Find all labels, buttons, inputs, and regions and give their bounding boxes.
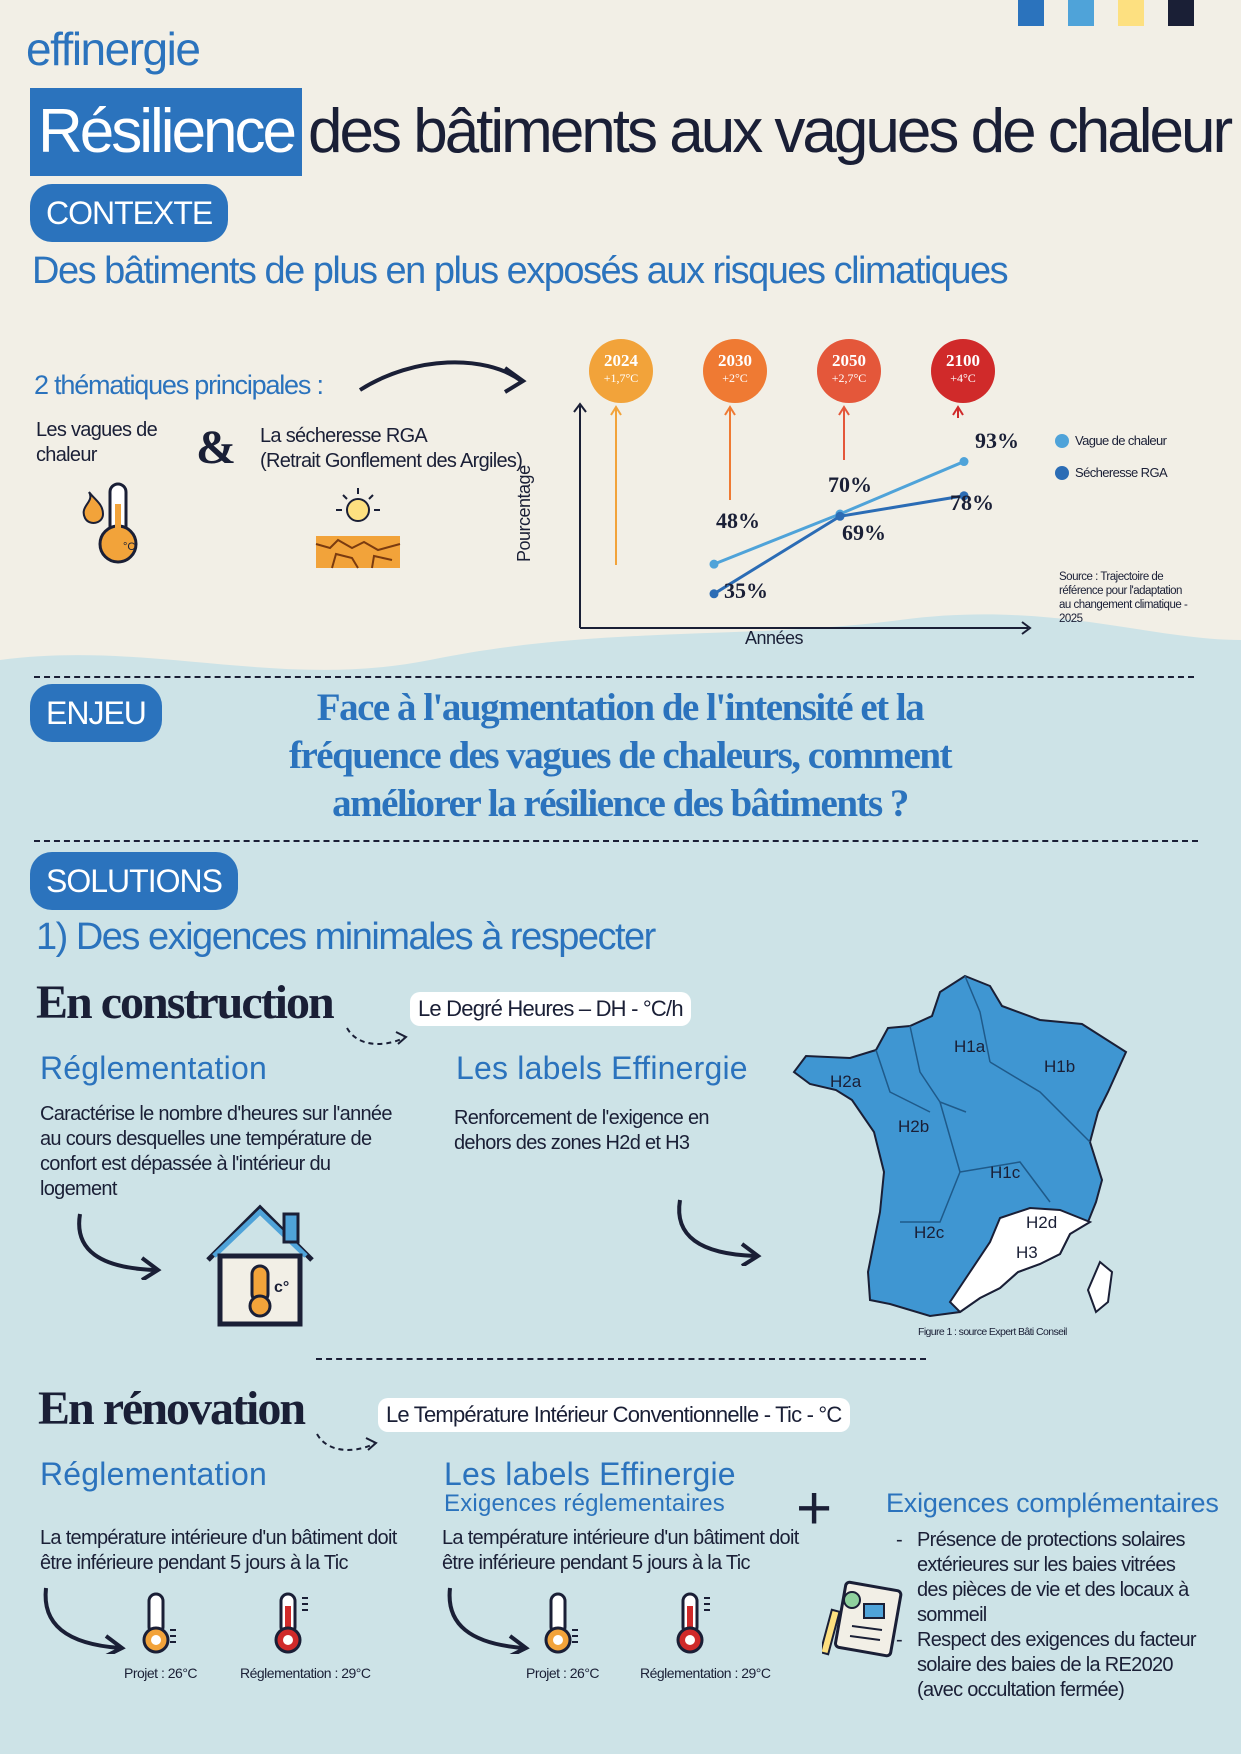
renovation-arrow: [312, 1430, 382, 1460]
renovation-labels-regulation: Réglementation : 29°C: [640, 1665, 771, 1681]
title-rest: des bâtiments aux vagues de chaleur: [308, 97, 1231, 166]
enjeu-question: [200, 684, 1040, 828]
comp-item-1: - Présence de protections solaires extérieures sur les baies vitrées des pièces de vie et des locaux à sommeil: [896, 1529, 1189, 1626]
contexte-heading: Des bâtiments de plus en plus exposés aux risques climatiques: [32, 250, 1008, 292]
renovation-tag: Le Température Intérieur Conventionnelle - Tic - °C: [378, 1398, 850, 1432]
label-vague-2030: 48%: [716, 508, 760, 533]
plus-sign: +: [796, 1474, 833, 1543]
renovation-reg-text: La température intérieure d'un bâtiment doit être inférieure pendant 5 jours à la Tic: [40, 1527, 397, 1574]
color-swatch-navy: [1168, 0, 1194, 26]
marker-2030: 2030 +2°C: [703, 339, 767, 403]
renovation-labels-sub: Exigences réglementaires: [444, 1490, 725, 1517]
contexte-pill: CONTEXTE: [30, 184, 228, 242]
effinergie-logo: effinergie: [26, 23, 200, 75]
construction-tag: Le Degré Heures – DH - °C/h: [410, 992, 691, 1026]
zone-h2c: H2c: [914, 1223, 945, 1242]
construction-reg-title: Réglementation: [40, 1050, 267, 1086]
marker-2024: 2024 +1,7°C: [589, 339, 653, 403]
marker-2100: 2100 +4°C: [931, 339, 995, 403]
enjeu-pill: ENJEU: [30, 684, 162, 742]
theme-drought-sub: (Retrait Gonflement des Argiles): [260, 450, 523, 472]
renovation-labels-text: La température intérieure d'un bâtiment doit être inférieure pendant 5 jours à la Tic: [442, 1527, 799, 1574]
construction-labels-title: Les labels Effinergie: [456, 1050, 748, 1086]
label-vague-2100: 93%: [975, 428, 1019, 453]
thermometer-project-icon-2: [542, 1590, 582, 1660]
divider-3: [316, 1358, 926, 1360]
enjeu-line1: Face à l'augmentation de l'intensité et la: [316, 686, 924, 729]
legend: [1055, 432, 1167, 482]
color-swatch-lightblue: [1068, 0, 1094, 26]
zone-h2a: H2a: [830, 1072, 862, 1091]
label-vague-2050: 70%: [828, 472, 872, 497]
thermometer-regulation-icon: [272, 1590, 312, 1660]
construction-labels-arrow: [670, 1196, 770, 1266]
sun-cracked-earth-icon: [312, 484, 404, 574]
divider-1: [34, 676, 1194, 678]
data-point-0-2030: [710, 560, 719, 569]
chart-source: Source : Trajectoire de référence pour l'adaptation au changement climatique - 2025: [1059, 571, 1188, 625]
zone-h1c: H1c: [990, 1163, 1021, 1182]
house-thermometer-icon: [200, 1200, 320, 1330]
construction-arrow: [342, 1024, 412, 1054]
enjeu-line3: améliorer la résilience des bâtiments ?: [332, 782, 908, 825]
ampersand: &: [196, 421, 236, 474]
legend-item-rga: Sécheresse RGA: [1055, 464, 1167, 482]
renovation-reg-arrow: [40, 1584, 130, 1654]
theme-drought-title: La sécheresse RGA: [260, 425, 428, 447]
zone-h1b: H1b: [1044, 1057, 1076, 1076]
label-rga-2050: 69%: [842, 520, 886, 545]
france-climate-zones-map: [790, 972, 1130, 1342]
color-swatch-yellow: [1118, 0, 1144, 26]
legend-item-vague: Vague de chaleur: [1055, 432, 1167, 464]
svg-text:°C: °C: [123, 541, 136, 553]
marker-2050: 2050 +2,7°C: [817, 339, 881, 403]
renovation-reg-title: Réglementation: [40, 1456, 267, 1492]
solutions-pill: SOLUTIONS: [30, 852, 238, 910]
zone-h3: H3: [1016, 1243, 1038, 1262]
y-axis-label: Pourcentage: [514, 465, 534, 562]
renovation-comp-list: [896, 1528, 1206, 1703]
construction-reg-arrow: [70, 1210, 170, 1280]
map-caption: Figure 1 : source Expert Bâti Conseil: [918, 1326, 1067, 1338]
svg-text:c°: c°: [274, 1279, 290, 1296]
solutions-heading: 1) Des exigences minimales à respecter: [36, 916, 655, 958]
thermometer-project-icon: [140, 1590, 180, 1660]
construction-title: En construction: [36, 976, 333, 1029]
renovation-reg-regulation: Réglementation : 29°C: [240, 1665, 371, 1681]
data-point-0-2100: [960, 457, 969, 466]
theme-heatwave: Les vagues de chaleur: [36, 419, 157, 466]
title-highlight: Résilience: [30, 88, 302, 176]
renovation-labels-arrow: [444, 1584, 534, 1654]
zone-h2d: H2d: [1026, 1213, 1058, 1232]
renovation-labels-project: Projet : 26°C: [526, 1665, 600, 1681]
thermometer-regulation-icon-2: [674, 1590, 714, 1660]
renovation-title: En rénovation: [38, 1382, 305, 1435]
color-swatch-blue: [1018, 0, 1044, 26]
zone-h2b: H2b: [898, 1117, 930, 1136]
divider-2: [34, 840, 1198, 842]
data-point-1-2030: [710, 589, 719, 598]
construction-labels-text: Renforcement de l'exigence en dehors des zones H2d et H3: [454, 1107, 709, 1154]
page-title: [30, 88, 1230, 176]
checklist-icon: [822, 1580, 904, 1660]
x-axis-label: Années: [745, 628, 804, 648]
arrow-to-chart: [355, 350, 535, 400]
zone-h1a: H1a: [954, 1037, 986, 1056]
themes-title: 2 thématiques principales :: [34, 370, 323, 400]
label-rga-2100: 78%: [950, 490, 994, 515]
label-rga-2030: 35%: [724, 578, 768, 603]
renovation-reg-project: Projet : 26°C: [124, 1665, 198, 1681]
enjeu-line2: fréquence des vagues de chaleurs, comment: [288, 734, 952, 777]
thermometer-flame-icon: [75, 480, 155, 570]
renovation-labels-title: Les labels Effinergie: [444, 1456, 736, 1492]
comp-item-2: - Respect des exigences du facteur solaire des baies de la RE2020 (avec occultation fermée): [896, 1629, 1196, 1701]
construction-reg-text: Caractérise le nombre d'heures sur l'année au cours desquelles une température de confort est dépassée à l'intérieur du logement: [40, 1103, 392, 1200]
renovation-comp-title: Exigences complémentaires: [886, 1488, 1219, 1518]
